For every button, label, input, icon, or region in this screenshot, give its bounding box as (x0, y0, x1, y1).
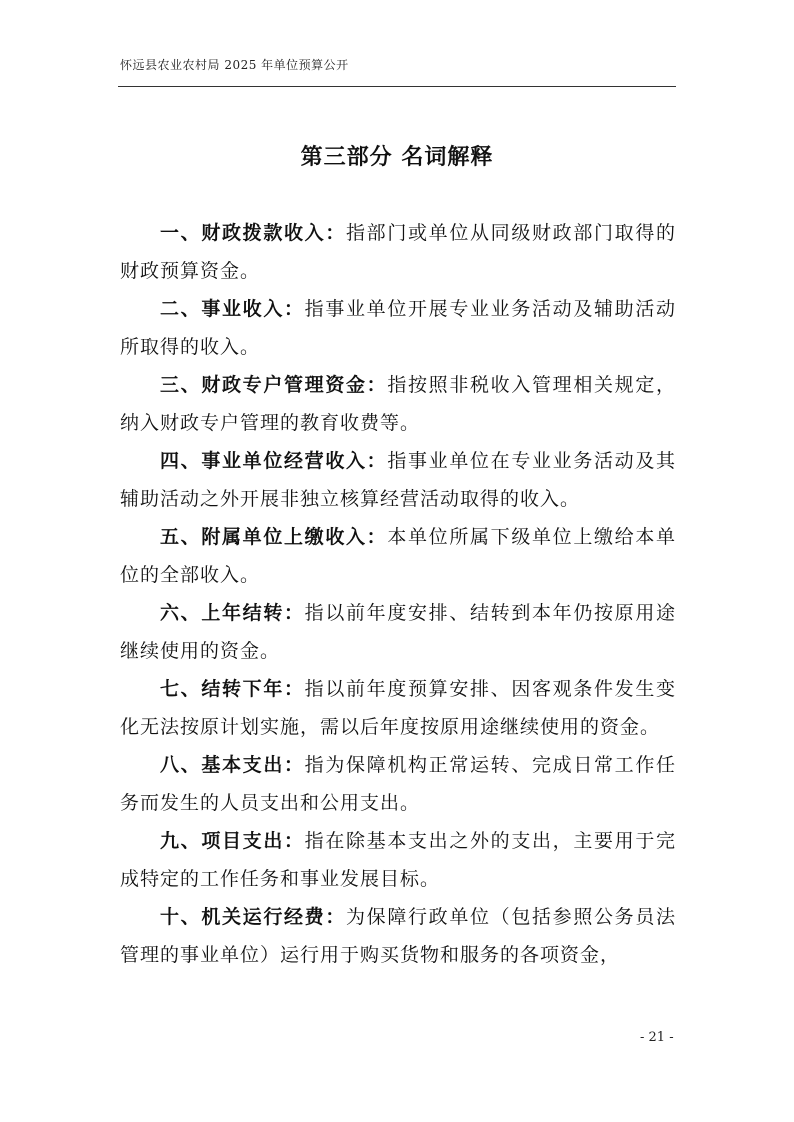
definition-text: 为保障行政单位（包括参照公务员法管理的事业单位）运行用于购买货物和服务的各项资金， (120, 906, 676, 966)
page-number: - 21 - (640, 1030, 674, 1045)
definition-text: 指事业单位在专业业务活动及其辅助活动之外开展非独立核算经营活动取得的收入。 (120, 450, 676, 510)
definition-paragraph (120, 290, 676, 366)
definition-text: 指按照非税收入管理相关规定，纳入财政专户管理的教育收费等。 (120, 374, 676, 434)
definition-text: 指在除基本支出之外的支出，主要用于完成特定的工作任务和事业发展目标。 (120, 830, 676, 890)
definition-term: 二、事业收入： (160, 298, 305, 320)
definition-term: 七、结转下年： (160, 678, 305, 700)
definition-paragraph (120, 746, 676, 822)
definition-term: 三、财政专户管理资金： (160, 374, 388, 396)
definition-term: 六、上年结转： (160, 602, 305, 624)
definition-paragraph (120, 898, 676, 974)
definition-paragraph (120, 214, 676, 290)
definition-term: 五、附属单位上缴收入： (160, 526, 388, 548)
definitions-body (120, 214, 676, 974)
definition-paragraph (120, 442, 676, 518)
definition-term: 九、项目支出： (160, 830, 305, 852)
page-title: 第三部分 名词解释 (300, 145, 494, 170)
definition-paragraph (120, 366, 676, 442)
definition-text: 指事业单位开展专业业务活动及辅助活动所取得的收入。 (120, 298, 676, 358)
definition-paragraph (120, 518, 676, 594)
definition-term: 一、财政拨款收入： (160, 222, 346, 244)
definition-paragraph (120, 594, 676, 670)
definition-text: 本单位所属下级单位上缴给本单位的全部收入。 (120, 526, 676, 586)
definition-text: 指部门或单位从同级财政部门取得的财政预算资金。 (120, 222, 676, 282)
definition-paragraph (120, 670, 676, 746)
definition-text: 指以前年度预算安排、因客观条件发生变化无法按原计划实施，需以后年度按原用途继续使用的资金。 (120, 678, 676, 738)
definition-text: 指为保障机构正常运转、完成日常工作任务而发生的人员支出和公用支出。 (120, 754, 676, 814)
definition-paragraph (120, 822, 676, 898)
running-header: 怀远县农业农村局 2025 年单位预算公开 (120, 58, 349, 72)
definition-term: 四、事业单位经营收入： (160, 450, 388, 472)
definition-term: 十、机关运行经费： (160, 906, 346, 928)
definition-text: 指以前年度安排、结转到本年仍按原用途继续使用的资金。 (120, 602, 676, 662)
definition-term: 八、基本支出： (160, 754, 305, 776)
header-divider (118, 86, 676, 87)
